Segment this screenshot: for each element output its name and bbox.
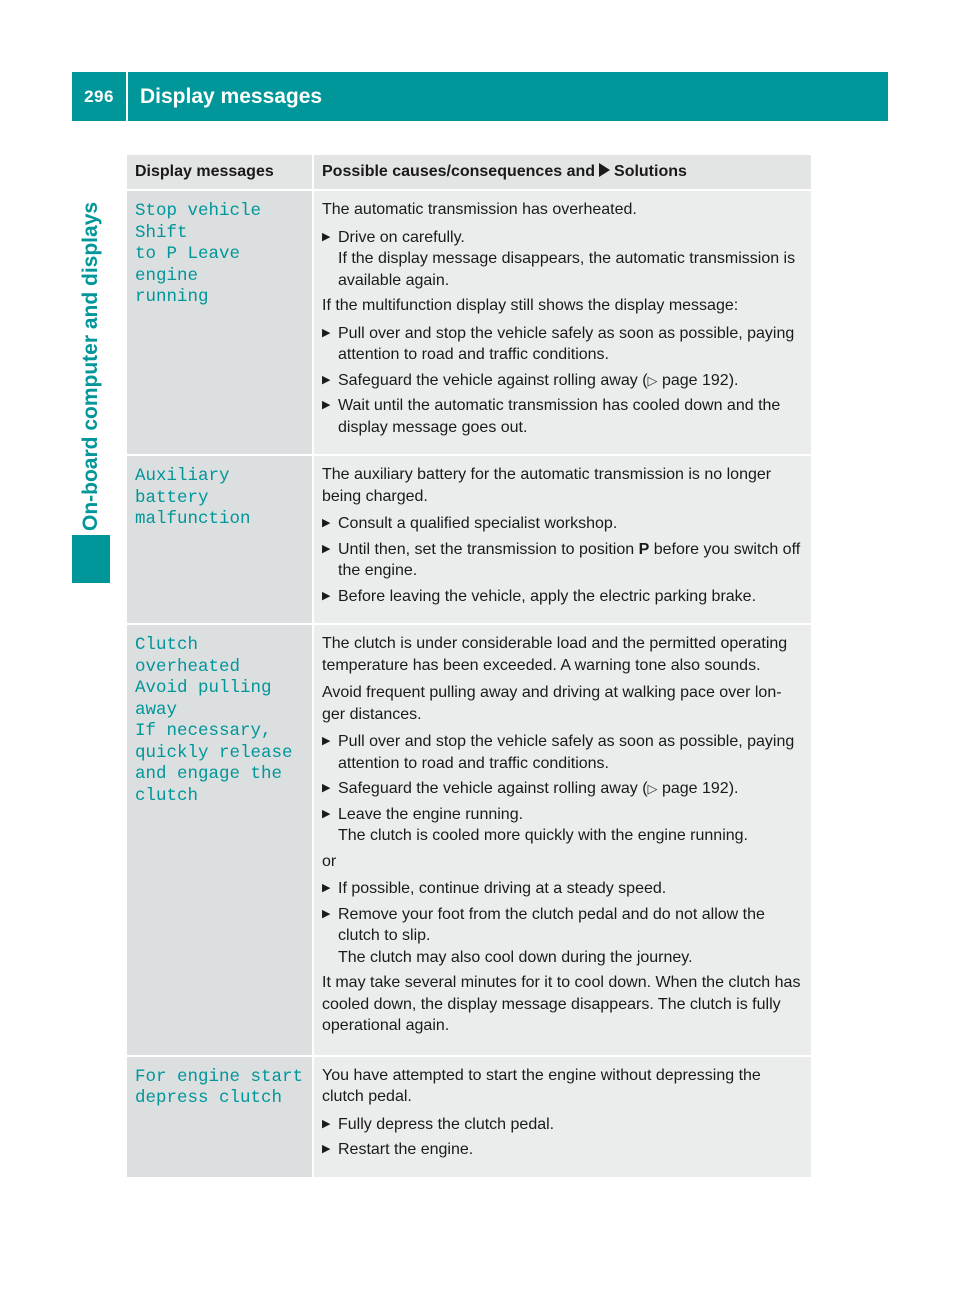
table-header-row — [127, 155, 811, 191]
action-step — [322, 878, 803, 900]
table-row — [127, 625, 811, 1057]
step-main-text: Until then, set the transmission to position — [338, 540, 639, 558]
solution-cell — [314, 191, 811, 454]
paragraph: or — [322, 852, 337, 870]
step-main-text: Safeguard the vehicle against rolling away ( — [338, 780, 648, 797]
step-arrow-icon: ▶ — [322, 882, 331, 894]
step-text — [338, 804, 803, 847]
page-ref-icon: ▷ — [647, 781, 658, 796]
side-tab-label: On-board computer and displays — [79, 201, 102, 531]
action-step — [322, 395, 803, 438]
action-step — [322, 731, 803, 774]
step-main-text: Remove your foot from the clutch pedal and do not allow the clutch to slip. — [338, 905, 765, 944]
step-text — [338, 586, 803, 608]
step-arrow-icon: ▶ — [322, 230, 331, 243]
action-step — [322, 778, 803, 800]
solution-cell — [314, 1057, 811, 1177]
step-text — [338, 370, 803, 392]
step-main-text: Safeguard the vehicle against rolling away ( — [338, 371, 648, 389]
play-arrow-icon — [599, 163, 610, 177]
display-message-text: For engine start depress clutch — [135, 1066, 304, 1108]
column-header-solutions — [314, 155, 811, 189]
step-main-text: Pull over and stop the vehicle safely as soon as possible, paying attention to road and traffic conditions. — [338, 324, 795, 363]
page-title: Display messages — [140, 84, 323, 108]
step-main-text: Drive on carefully. — [338, 228, 465, 246]
display-message-text: Auxiliary battery malfunction — [135, 466, 251, 529]
step-result-text: The clutch is cooled more quickly with the engine running. — [338, 827, 748, 844]
step-arrow-icon: ▶ — [322, 399, 331, 411]
step-main-text: Restart the engine. — [338, 1141, 474, 1158]
step-text — [338, 227, 803, 292]
message-cell — [127, 191, 314, 454]
step-main-text: Leave the engine running. — [338, 805, 524, 823]
step-result-text: The clutch may also cool down during the journey. — [338, 948, 693, 966]
page-number: 296 — [84, 86, 114, 106]
table-row — [127, 1057, 811, 1179]
position-label: P — [638, 540, 650, 558]
step-main-text: Fully depress the clutch pedal. — [338, 1115, 555, 1133]
step-text — [338, 1114, 803, 1136]
step-arrow-icon: ▶ — [322, 542, 331, 555]
message-cell — [127, 456, 314, 623]
solution-cell — [314, 625, 811, 1055]
paragraph: You have attempted to start the engine without depressing the clutch pedal. — [322, 1066, 761, 1105]
table-row — [127, 191, 811, 456]
display-messages-table — [127, 155, 811, 1179]
step-arrow-icon: ▶ — [322, 373, 331, 386]
page-header — [72, 72, 888, 121]
column-header-messages: Display messages — [127, 155, 314, 189]
step-text — [338, 904, 803, 969]
step-arrow-icon: ▶ — [322, 326, 331, 339]
action-step — [322, 513, 803, 535]
paragraph: The auxiliary battery for the automatic transmission is no longer being charged. — [322, 466, 772, 505]
action-step — [322, 586, 803, 608]
step-arrow-icon: ▶ — [322, 782, 331, 794]
paragraph: Avoid frequent pulling away and driving at walking pace over lon-ger distances. — [322, 684, 782, 723]
action-step — [322, 539, 803, 582]
step-arrow-icon: ▶ — [322, 1143, 331, 1155]
step-main-text: Before leaving the vehicle, apply the electric parking brake. — [338, 587, 757, 605]
action-step — [322, 904, 803, 969]
step-text — [338, 1139, 803, 1161]
display-message-text: Stop vehicle Shift to P Leave engine running — [135, 201, 262, 307]
step-arrow-icon: ▶ — [322, 907, 331, 920]
step-text — [338, 778, 803, 800]
step-text — [338, 513, 803, 535]
step-trailing-text: before you switch off the engine. — [338, 540, 801, 579]
step-trailing-text: page 192). — [657, 371, 739, 389]
step-arrow-icon: ▶ — [322, 735, 331, 747]
action-step — [322, 370, 803, 392]
step-main-text: Consult a qualified specialist workshop. — [338, 515, 618, 532]
action-step — [322, 804, 803, 847]
step-main-text: Wait until the automatic transmission has cooled down and the display message goes out. — [338, 397, 781, 436]
action-step — [322, 323, 803, 366]
step-text — [338, 731, 803, 774]
column-header-prefix: Possible causes/consequences and — [322, 163, 596, 180]
message-cell — [127, 1057, 314, 1177]
paragraph: The clutch is under considerable load and the permitted operating temperature has been exceeded. A warning tone also sounds. — [322, 635, 788, 674]
step-main-text: If possible, continue driving at a steady speed. — [338, 880, 667, 897]
paragraph: The automatic transmission has overheated. — [322, 201, 637, 218]
step-text — [338, 878, 803, 900]
action-step — [322, 1114, 803, 1136]
paragraph: It may take several minutes for it to cool down. When the clutch has cooled down, the display message disappears. The clutch is fully operational again. — [322, 974, 801, 1034]
solution-cell — [314, 456, 811, 623]
step-main-text: Pull over and stop the vehicle safely as soon as possible, paying attention to road and traffic conditions. — [338, 733, 795, 772]
action-step — [322, 227, 803, 292]
action-step — [322, 1139, 803, 1161]
side-tab — [72, 135, 110, 583]
page-ref-icon: ▷ — [647, 372, 658, 388]
column-header-suffix: Solutions — [614, 163, 687, 180]
step-text — [338, 323, 803, 366]
step-result-text: If the display message disappears, the automatic transmission is available again. — [338, 250, 796, 289]
step-arrow-icon: ▶ — [322, 807, 331, 820]
step-trailing-text: page 192). — [657, 780, 739, 797]
step-arrow-icon: ▶ — [322, 589, 331, 602]
message-cell — [127, 625, 314, 1055]
display-message-text: Clutch overheated Avoid pulling away If necessary, quickly release and engage the clutch — [135, 635, 293, 806]
step-arrow-icon: ▶ — [322, 1117, 331, 1130]
paragraph: If the multifunction display still shows the display message: — [322, 297, 739, 314]
step-text — [338, 539, 803, 582]
step-text — [338, 395, 803, 438]
table-row — [127, 456, 811, 625]
step-arrow-icon: ▶ — [322, 517, 331, 529]
side-tab-marker — [72, 535, 110, 583]
